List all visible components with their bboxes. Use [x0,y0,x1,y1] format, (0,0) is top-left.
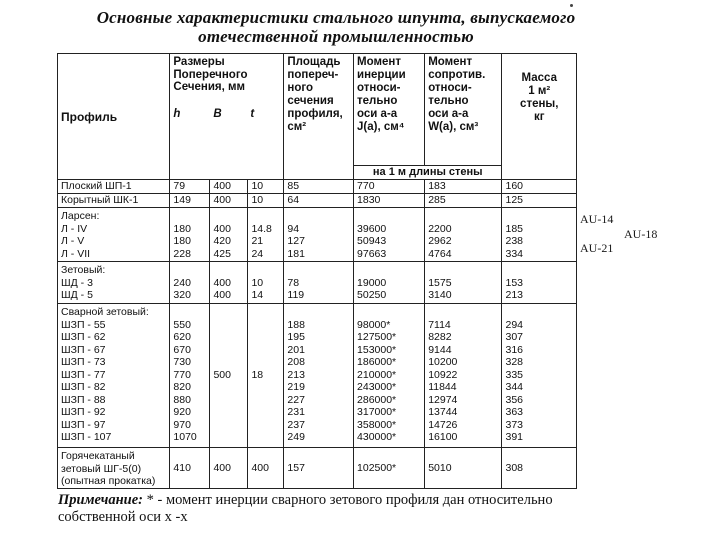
sheet-pile-table-wrapper [57,53,577,489]
cell-inertia: 19000 50250 [354,262,425,304]
cell-area: 188 195 201 208 213 219 227 231 237 249 [284,304,354,448]
cell-t: 10 14 [248,262,284,304]
cell-mass: 294 307 316 328 335 344 356 363 373 391 [502,304,577,448]
table-row [58,262,577,304]
cell-h: 79 [170,180,210,194]
cell-inertia: 770 [354,180,425,194]
cell-resistance: 183 [425,180,502,194]
cell-t: 10 [248,194,284,208]
cell-resistance: 5010 [425,448,502,489]
cell-h: 149 [170,194,210,208]
table-row [58,180,577,194]
cell-area: 78 119 [284,262,354,304]
cell-h: 550 620 670 730 770 820 880 920 970 1070 [170,304,210,448]
cell-b: 500 [210,304,248,448]
header-dimensions-label: Размеры Поперечного Сечения, мм [173,56,248,93]
header-b: B [213,107,222,120]
header-dimensions [170,54,284,166]
table-row [58,448,577,489]
subheader-spacer [170,166,284,180]
title-line-1: Основные характеристики стального шпунта, выпускаемого [96,8,576,27]
footnote-label: Примечание: [58,492,144,508]
row-names: Зетовый: ШД - 3 ШД - 5 [58,262,170,304]
header-t: t [250,107,255,120]
cell-mass: 125 [502,194,577,208]
page-title [96,8,576,46]
side-label-au14: AU-14 [580,212,614,226]
row-names: Сварной зетовый: ШЗП - 55 ШЗП - 62 ШЗП - 67 ШЗП - 73 ШЗП - 77 ШЗП - 82 ШЗП - 88 ШЗП - 92 ШЗП - 97 ШЗП - 107 [58,304,170,448]
sheet-pile-table [57,53,577,489]
cell-mass: 185 238 334 [502,208,577,262]
row-names: Ларсен: Л - IV Л - V Л - VII [58,208,170,262]
cell-area: 64 [284,194,354,208]
cell-inertia: 98000* 127500* 153000* 186000* 210000* 243000* 286000* 317000* 358000* 430000* [354,304,425,448]
footnote [58,492,578,526]
cell-mass: 160 [502,180,577,194]
cell-resistance: 285 [425,194,502,208]
cell-area: 157 [284,448,354,489]
header-dim-symbols [173,108,280,121]
cell-h: 410 [170,448,210,489]
cell-b: 400 [210,448,248,489]
cell-resistance: 7114 8282 9144 10200 10922 11844 12974 13744 14726 16100 [425,304,502,448]
table-row [58,304,577,448]
row-names: Горячекатаный зетовый ШГ-5(0) (опытная прокатка) [58,448,170,489]
cell-mass: 153 213 [502,262,577,304]
cell-b: 400 [210,180,248,194]
cell-area: 94 127 181 [284,208,354,262]
header-mass: Масса 1 м² стены, кг [502,54,577,180]
header-area: Площадь попереч- ного сечения профиля, см² [284,54,354,180]
row-names: Корытный ШК-1 [58,194,170,208]
cell-b: 400 420 425 [210,208,248,262]
cell-t: 400 [248,448,284,489]
cell-t: 10 [248,180,284,194]
header-inertia: Момент инерции относи- тельно оси а-а J(a), см⁴ [354,54,425,166]
cell-resistance: 1575 3140 [425,262,502,304]
header-h: h [173,107,181,120]
cell-t: 14.8 21 24 [248,208,284,262]
cell-t: 18 [248,304,284,448]
cell-inertia: 102500* [354,448,425,489]
table-row [58,208,577,262]
side-label-au18: AU-18 [624,227,658,241]
table-header-row [58,54,577,166]
cell-inertia: 1830 [354,194,425,208]
cell-mass: 308 [502,448,577,489]
cell-h: 180 180 228 [170,208,210,262]
header-profile: Профиль [58,54,170,180]
cell-area: 85 [284,180,354,194]
table-row [58,194,577,208]
cell-h: 240 320 [170,262,210,304]
cell-b: 400 [210,194,248,208]
cell-inertia: 39600 50943 97663 [354,208,425,262]
title-line-2: отечественной промышленностью [198,27,474,46]
header-per-meter: на 1 м длины стены [354,166,502,180]
row-names: Плоский ШП-1 [58,180,170,194]
side-label-au21: AU-21 [580,241,614,255]
scan-speck [570,4,573,7]
header-resistance: Момент сопротив. относи- тельно оси а-а W(a), см³ [425,54,502,166]
cell-b: 400 400 [210,262,248,304]
footnote-text: * - момент инерции сварного зетового профиля дан относительно собственной оси х -х [58,492,553,525]
cell-resistance: 2200 2962 4764 [425,208,502,262]
